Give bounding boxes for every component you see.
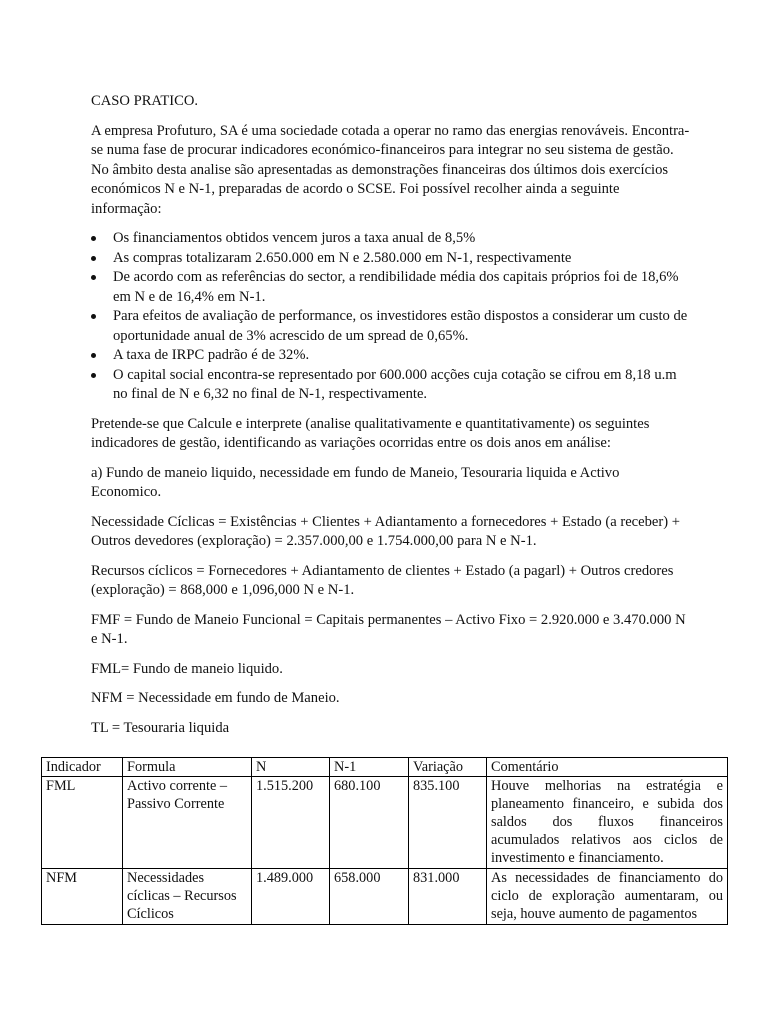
document-body [91,92,691,748]
table-header-row [42,758,728,777]
cell-variacao: 835.100 [409,777,487,869]
nfm-definition: NFM = Necessidade em fundo de Maneio. [91,690,340,706]
cell-n: 1.489.000 [252,869,330,925]
bullet-item: As compras totalizaram 2.650.000 em N e 2.580.000 em N-1, respectivamente [91,249,691,269]
fml-definition: FML= Fundo de maneio liquido. [91,660,283,677]
header-n1: N-1 [330,758,409,777]
cell-comentario: As necessidades de financiamento do ciclo de exploração aumentaram, ou seja, houve aumento de pagamentos [487,869,728,925]
header-comentario: Comentário [487,758,728,777]
bullet-item: Os financiamentos obtidos vencem juros a taxa anual de 8,5% [91,229,691,249]
bullet-item: A taxa de IRPC padrão é de 32%. [91,346,691,366]
cell-n1: 680.100 [330,777,409,869]
bullet-icon [91,314,96,319]
fmf-definition: FMF = Fundo de Maneio Funcional = Capitais permanentes – Activo Fixo = 2.920.000 e 3.470.000 N e N-1. [91,611,686,647]
bullet-icon [91,236,96,241]
cell-n: 1.515.200 [252,777,330,869]
bullet-item: O capital social encontra-se representado por 600.000 acções cuja cotação se cifrou em 8,18 u.m no final de N e 6,32 no final de N-1, respectivamente. [91,366,691,405]
cell-formula: Necessidades cíclicas – Recursos Cíclicos [123,869,252,925]
document-title: CASO PRATICO. [91,93,199,109]
intro-paragraph: A empresa Profuturo, SA é uma sociedade cotada a operar no ramo das energias renováveis. Encontra-se numa fase de procurar indicadores económico-financeiros para integrar no seu sistema de gestão. No âmbito desta analise são apresentadas as demonstrações financeiras dos últimos dois exercícios económicos N e N-1, preparadas de acordo o SCSE. Foi possível recolher ainda a seguinte informação: [91,122,690,217]
bullet-icon [91,256,96,261]
recursos-definition: Recursos cíclicos = Fornecedores + Adiantamento de clientes + Estado (a pagarl) + Outros credores (exploração) = 868,000 e 1,096,000 N e N-1. [91,562,674,598]
cell-indicador: FML [42,777,123,869]
bullet-item: De acordo com as referências do sector, a rendibilidade média dos capitais próprios foi de 18,6% em N e de 16,4% em N-1. [91,268,691,307]
tl-definition: TL = Tesouraria liquida [91,719,230,736]
cell-comentario: Houve melhorias na estratégia e planeamento financeiro, e subida dos saldos dos fluxos financeiros acumulados relativos aos ciclos de investimento e financiamento. [487,777,728,869]
cell-formula: Activo corrente – Passivo Corrente [123,777,252,869]
necessidades-definition: Necessidade Cíclicas = Existências + Clientes + Adiantamento a fornecedores + Estado (a receber) + Outros devedores (exploração) = 2.357.000,00 e 1.754.000,00 para N e N-1. [91,513,681,549]
table-row [42,777,728,869]
table-row [42,869,728,925]
info-bullet-list [91,229,691,405]
cell-n1: 658.000 [330,869,409,925]
cell-indicador: NFM [42,869,123,925]
header-n: N [252,758,330,777]
indicators-table-container [41,757,728,925]
header-formula: Formula [123,758,252,777]
bullet-icon [91,353,96,358]
task-paragraph: Pretende-se que Calcule e interprete (analise qualitativamente e quantitativamente) os seguintes indicadores de gestão, identificando as variações ocorridas entre os dois anos em análise: [91,415,650,451]
header-variacao: Variação [409,758,487,777]
bullet-icon [91,275,96,280]
item-a-paragraph: a) Fundo de maneio liquido, necessidade em fundo de Maneio, Tesouraria liquida e Activo Economico. [91,464,620,500]
bullet-item: Para efeitos de avaliação de performance, os investidores estão dispostos a considerar um custo de oportunidade anual de 3% acrescido de um spread de 0,65%. [91,307,691,346]
bullet-icon [91,373,96,378]
header-indicador: Indicador [42,758,123,777]
indicators-table [41,757,728,925]
cell-variacao: 831.000 [409,869,487,925]
